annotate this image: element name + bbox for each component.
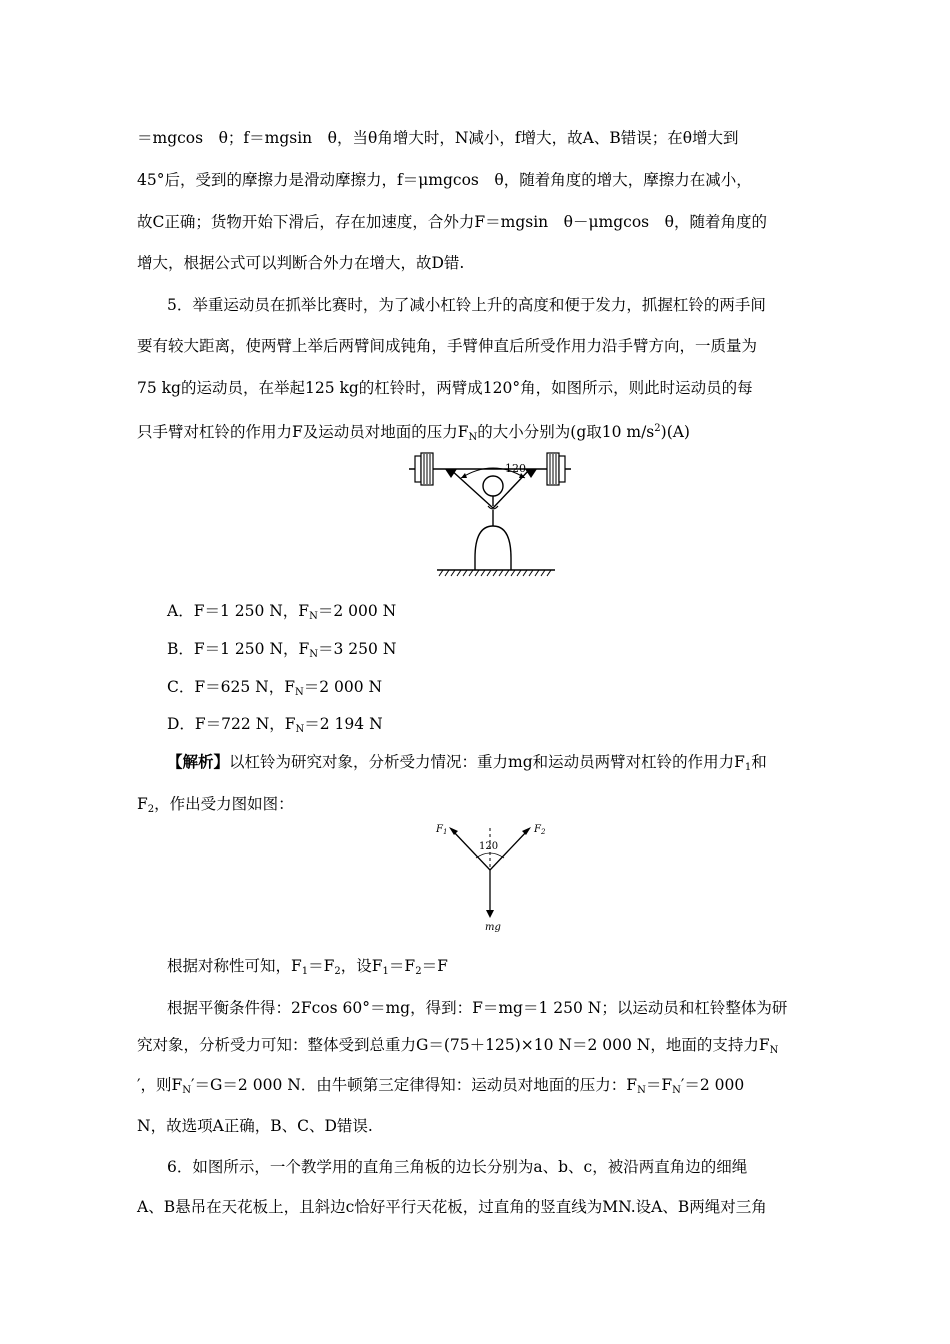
text-line: ′，则$F_N'=G=2$ 000 N．由牛顿第三定律得知：运动员对地面的压力：$F_N=F_N'=2$ 000 xyxy=(137,1076,745,1096)
weightlifter-figure xyxy=(405,448,575,580)
text-line: 究对象，分析受力可知：整体受到总重力G＝(75＋125)×10 N＝2 000 N，地面的支持力$F_N$ xyxy=(137,1036,779,1056)
text-line: $F_2$，作出受力图如图： xyxy=(137,795,294,815)
text-line: A、B悬吊在天花板上，且斜边c恰好平行天花板，过直角的竖直线为MN.设A、B两绳对三角 xyxy=(137,1198,767,1216)
text-line: 增大，根据公式可以判断合外力在增大，故D错. xyxy=(137,254,465,272)
analysis-tag: 【解析】 xyxy=(167,752,230,771)
f1-label: $F_1$ xyxy=(436,824,448,836)
mg-label: mg xyxy=(485,922,501,933)
text-line: 根据平衡条件得：2Fcos 60°＝mg，得到：F＝mg＝1 250 N；以运动员和杠铃整体为研 xyxy=(167,999,788,1017)
text-line: 要有较大距离，使两臂上举后两臂间成钝角，手臂伸直后所受作用力沿手臂方向，一质量为 xyxy=(137,337,758,355)
text-line: 故C正确；货物开始下滑后，存在加速度，合外力F＝mgsin θ－μmgcos θ，随着角度的 xyxy=(137,213,767,231)
angle-label: 120 xyxy=(505,462,526,475)
force-diagram xyxy=(430,818,550,934)
text-line: 45°后，受到的摩擦力是滑动摩擦力，f＝μmgcos θ，随着角度的增大，摩擦力在减小， xyxy=(137,171,752,189)
text-line: ＝mgcos θ；f＝mgsin θ，当θ角增大时，N减小，f增大，故A、B错误；在θ增大到 xyxy=(137,129,739,147)
text-line: 只手臂对杠铃的作用力F及运动员对地面的压力$F_N$的大小分别为(g取10 $m/s^2)(A)$ xyxy=(137,423,690,443)
angle-label: 120 xyxy=(479,841,499,852)
option-b: B．F＝1 250 N，$F_N=3$ 250 N xyxy=(167,640,397,660)
text-line: 根据对称性可知，$F_1=F_2$，设$F_1=F_2=F$ xyxy=(167,957,448,977)
question-6-text: 6．如图所示，一个教学用的直角三角板的边长分别为a、b、c，被沿两直角边的细绳 xyxy=(167,1158,748,1176)
text-line: 75 kg的运动员，在举起125 kg的杠铃时，两臂成120°角，如图所示，则此时运动员的每 xyxy=(137,379,753,397)
option-a: A．F＝1 250 N，$F_N=2$ 000 N xyxy=(167,602,397,622)
text-line: N，故选项A正确，B、C、D错误. xyxy=(137,1117,373,1135)
analysis-line: 【解析】以杠铃为研究对象，分析受力情况：重力mg和运动员两臂对杠铃的作用力$F_1$和 xyxy=(167,752,767,773)
option-c: C．F＝625 N，$F_N=2$ 000 N xyxy=(167,678,383,698)
question-5-text: 5．举重运动员在抓举比赛时，为了减小杠铃上升的高度和便于发力，抓握杠铃的两手间 xyxy=(167,296,766,314)
option-d: D．F＝722 N，$F_N=2$ 194 N xyxy=(167,715,383,735)
f2-label: $F_2$ xyxy=(534,824,546,836)
